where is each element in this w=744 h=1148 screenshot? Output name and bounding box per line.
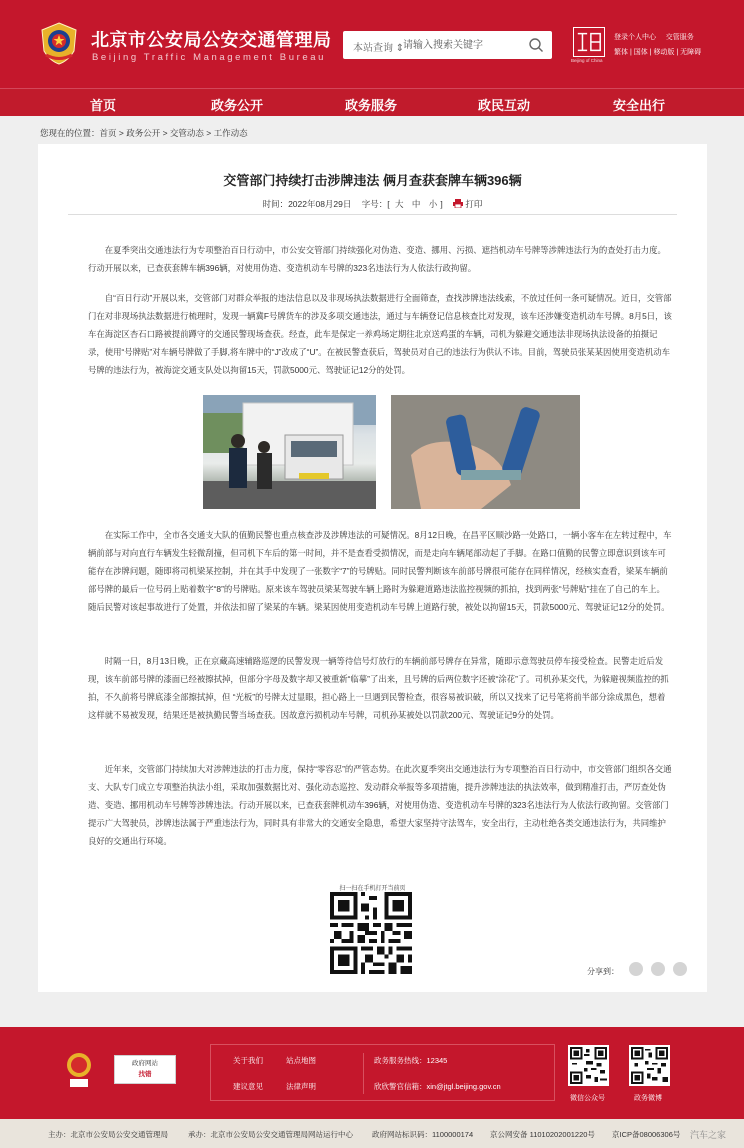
breadcrumb-gov-affairs[interactable]: 政务公开 <box>126 128 161 138</box>
wechat-share-icon[interactable] <box>629 962 643 976</box>
time-label: 时间： <box>262 199 289 209</box>
breadcrumb-label: 您现在的位置： <box>40 128 100 138</box>
login-link[interactable]: 登录个人中心 <box>614 34 656 41</box>
font-size-label: 字号： <box>361 199 388 209</box>
wechat-qr-code-icon <box>568 1045 609 1086</box>
footer-sitemap-link[interactable]: 站点地图 <box>286 1056 316 1065</box>
email-label: 欣欣警官信箱： <box>374 1082 427 1091</box>
nav-home[interactable]: 首页 <box>90 98 117 113</box>
article-title: 交管部门持续打击涉牌违法 俩月查获套牌车辆396辆 <box>223 173 522 188</box>
weibo-qr-label: 政务微博 <box>634 1095 662 1102</box>
capital-logo-text: Beijing of China <box>571 58 603 63</box>
find-error-line2: 找错 <box>138 1071 152 1078</box>
hotline-label: 政务服务热线： <box>374 1056 427 1065</box>
mobile-link[interactable]: 移动版 <box>653 49 675 56</box>
traffic-service-link[interactable]: 交管服务 <box>665 34 694 41</box>
sticker-photo-illustration <box>391 395 580 509</box>
footer-feedback-link[interactable]: 建议意见 <box>233 1082 263 1091</box>
operator-text: 承办：北京市公安局公安交通管理局网站运行中心 <box>188 1130 353 1139</box>
footer-divider <box>363 1053 364 1094</box>
breadcrumb-home[interactable]: 首页 <box>99 128 117 138</box>
article-paragraph: 近年来，交管部门持续加大对涉牌违法的打击力度，保持“零容忍”的严管态势。在此次夏季突出交通违法行为专项整治百日行动中，市交管部门组织各交通支、大队专门成立专项整治执法小组，采取加强数据比对、强化动态巡控、发动群众举报等多项措施，提升涉牌违法的执法效率，做到精准打击，严厉查处伪造、变造、挪用机动车号牌等涉牌违法。行动开展以来，已查获套牌机动车396辆，对使用伪造、变造机动车号牌的323名违法行为人依法行政拘留。交管部门提示广大驾驶员，涉牌违法属于严重违法行为，同时具有非常大的交通安全隐患，希望大家坚持守法驾车，安全出行，主动杜绝各类交通违法行为，共同维护良好的交通出行环境。 <box>88 764 672 846</box>
breadcrumb-sep: > <box>160 128 170 138</box>
accessibility-link[interactable]: 无障碍 <box>680 49 702 56</box>
article-qr-code-icon <box>330 892 412 974</box>
hotline-number: 12345 <box>426 1056 448 1065</box>
footer-emblem-icon[interactable] <box>64 1051 94 1091</box>
footer-legal-link[interactable]: 法律声明 <box>286 1082 316 1091</box>
photo-truck-officer <box>203 395 376 509</box>
footer-info-box <box>210 1044 555 1101</box>
title-divider <box>68 214 677 215</box>
hotline-info <box>374 1055 447 1066</box>
email-info <box>374 1081 501 1092</box>
font-size-small[interactable]: 小 <box>428 199 438 209</box>
article-paragraph: 自“百日行动”开展以来，交管部门对群众举报的违法信息以及非现场执法数据进行全面筛查，查找涉牌违法线索，不放过任何一条可疑情况。近日，交管部门在对非现场执法数据进行梳理时，发现一辆冀F号牌货车的涉及多项交通违法，通过与车辆登记信息核查比对发现，该车还涉嫌变造机动车号牌。8月5日，该车在海淀区杏石口路被提前蹲守的交通民警现场查获。经查，此车是保定一养鸡场定期往北京送鸡蛋的车辆，司机为躲避交通违法非现场执法设备的拍摄记录，使用“号牌贴”对车辆号牌做了手脚,将车牌中的“J”改成了“U”。在被民警查获后，驾驶员对自己的违法行为供认不讳。目前，驾驶员张某某因使用变造机动车号牌的违法行为，被海淀交通支队处以拘留15天，罚款5000元、驾驶证记12分的处罚。 <box>88 293 672 375</box>
print-label: 打印 <box>465 199 483 209</box>
breadcrumb-work-news[interactable]: 工作动态 <box>213 128 248 138</box>
sponsor-text: 主办：北京市公安局公安交通管理局 <box>48 1130 168 1139</box>
publish-date: 2022年08月29日 <box>288 199 352 209</box>
search-icon[interactable] <box>528 37 544 53</box>
watermark: 汽车之家 <box>690 1130 727 1140</box>
article-container <box>38 144 707 992</box>
nav-gov-services[interactable]: 政务服务 <box>345 98 398 113</box>
favorite-share-icon[interactable] <box>673 962 687 976</box>
breadcrumb-traffic-news[interactable]: 交管动态 <box>169 128 204 138</box>
nav-gov-affairs[interactable]: 政务公开 <box>211 98 264 113</box>
traditional-chinese-link[interactable]: 繁体 <box>614 49 628 56</box>
search-input[interactable] <box>403 35 523 55</box>
breadcrumb <box>40 127 248 139</box>
find-error-line1: 政府网站 <box>132 1060 158 1067</box>
weibo-qr-code-icon <box>629 1045 670 1086</box>
site-title[interactable]: 北京市公安局公安交通管理局 <box>91 30 332 50</box>
font-size-medium[interactable]: 中 <box>411 199 421 209</box>
qr-caption: 扫一扫在手机打开当前页 <box>339 886 406 892</box>
site-title-en: Beijing Traffic Management Bureau <box>92 52 327 63</box>
bottom-bar <box>0 1119 744 1148</box>
photo-license-sticker <box>391 395 580 509</box>
printer-icon <box>453 199 463 208</box>
gov-site-find-error-button[interactable] <box>114 1055 176 1084</box>
simplified-link[interactable]: 国体 <box>633 49 648 56</box>
article-paragraph: 在夏季突出交通违法行为专项整治百日行动中，市公安交管部门持续强化对伪造、变造、挪用、污损、遮挡机动车号牌等涉牌违法行为的查处打击力度。行动开展以来，已查获套牌车辆396辆，对使用伪造、变造机动车号牌的323名违法行为人依法行政拘留。 <box>88 245 666 273</box>
print-button[interactable] <box>453 199 482 209</box>
article-paragraph: 时隔一日，8月13日晚，正在京藏高速辅路巡逻的民警发现一辆等待信号灯放行的车辆前部号牌存在异常，随即示意驾驶员停车接受检查。民警走近后发现，该车前部号牌的漆面已经被擦拭掉，但部分字母及数字却又被重新“临摹”了出来，且号牌的后两位数字还被“涂花”了。司机孙某交代，为躲避视频监控的抓拍，不久前将号牌底漆全部擦拭掉，但 “光板”的号牌太过显眼，担心路上一旦遇到民警检查，很容易被识破，所以又找来了记号笔将前半部分涂成黑色，想着这样就不易被发现，结果还是被执勤民警当场查获。因故意污损机动车号牌，司机孙某被处以罚款200元、驾驶证记9分的处罚。 <box>88 656 669 720</box>
breadcrumb-sep: > <box>116 128 127 138</box>
breadcrumb-sep: > <box>203 128 214 138</box>
footer-about-link[interactable]: 关于我们 <box>233 1056 263 1065</box>
wechat-qr-label: 微信公众号 <box>570 1095 605 1102</box>
capital-logo-icon[interactable] <box>573 27 605 57</box>
site-header <box>0 0 744 88</box>
font-size-large[interactable]: 大 <box>395 199 404 209</box>
weibo-share-icon[interactable] <box>651 962 665 976</box>
search-scope-select[interactable]: 本站查询 ⇕ <box>353 43 405 54</box>
site-footer <box>0 1027 744 1119</box>
top-links: 登录个人中心 交管服务 繁体 | 国体 | 移动版 | 无障碍 <box>614 34 702 56</box>
icp-link[interactable]: 京ICP备08006306号 <box>612 1130 681 1139</box>
police-record-link[interactable]: 京公网安备 11010202001220号 <box>490 1130 595 1139</box>
share-label: 分享到： <box>587 967 619 976</box>
email-address[interactable]: xin@jtgl.beijing.gov.cn <box>426 1082 501 1091</box>
truck-photo-illustration <box>203 395 376 509</box>
article-meta: 时间：2022年08月29日 字号：[ 大 中 小 ] 打印 <box>262 199 483 209</box>
nav-interaction[interactable]: 政民互动 <box>478 98 531 113</box>
article-paragraph: 在实际工作中，全市各交通支大队的值勤民警也重点核查涉及涉牌违法的可疑情况。8月12日晚，在昌平区顺沙路一处路口，一辆小客车在左转过程中，车辆前部与对向直行车辆发生轻微刮撞，但司机下车后的第一时间，并不是查看受损情况，而是走向车辆尾部动起了手脚。在路口值勤的民警立即意识到该车可能存在涉牌问题，随即将司机梁某控制，并在其手中发现了一张数字“7”的号牌贴。同时民警判断该车前部号牌很可能存在同样情况，经核实查看，梁某车辆前部号牌的最后一位号码上贴着数字“8”的号牌贴。原来该车驾驶员梁某驾驶车辆上路时为躲避道路违法监控视频的抓拍，找到两张“号牌贴”挂在了自己的车上。随后民警对该起事故进行了处置，并依法扣留了梁某的车辆。梁某因使用变造机动车号牌上道路行驶，被处以拘留15天，罚款5000元、驾驶证记12分的处罚。 <box>88 530 672 612</box>
police-emblem-icon[interactable] <box>38 21 80 65</box>
search-box <box>343 31 552 59</box>
site-code-text: 政府网站标识码：1100000174 <box>372 1130 474 1139</box>
nav-safe-travel[interactable]: 安全出行 <box>613 98 666 113</box>
main-nav <box>0 88 744 116</box>
